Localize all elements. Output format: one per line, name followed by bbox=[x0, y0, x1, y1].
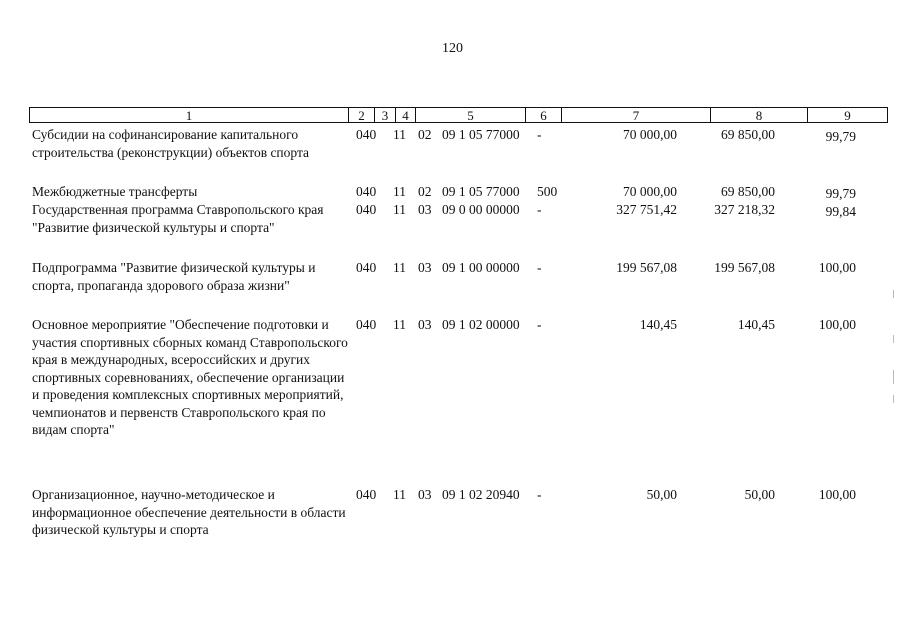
row-col6: - bbox=[537, 127, 542, 142]
page-number: 120 bbox=[442, 41, 463, 56]
row-col7: 199 567,08 bbox=[616, 260, 677, 275]
row-col9: 99,79 bbox=[825, 186, 856, 201]
scan-artifact bbox=[893, 290, 894, 298]
row-col4: 03 bbox=[418, 487, 432, 502]
row-col7: 50,00 bbox=[646, 487, 677, 502]
header-cell-9: 9 bbox=[807, 107, 888, 123]
row-col5: 09 1 05 77000 bbox=[442, 127, 520, 142]
row-col3: 11 bbox=[393, 202, 406, 217]
row-col5: 09 1 05 77000 bbox=[442, 184, 520, 199]
row-description: Субсидии на софинансирование капитального строительства (реконструкции) объектов спорта bbox=[32, 127, 310, 160]
header-cell-6: 6 bbox=[525, 107, 562, 123]
row-col3: 11 bbox=[393, 487, 406, 502]
row-col3: 11 bbox=[393, 317, 406, 332]
row-col4: 03 bbox=[418, 202, 432, 217]
row-col8: 50,00 bbox=[744, 487, 775, 502]
row-col5: 09 1 02 20940 bbox=[442, 487, 520, 502]
row-col6: - bbox=[537, 487, 542, 502]
row-description: Основное мероприятие "Обеспечение подготовки и участия спортивных сборных команд Ставропольского края в международных, всероссийских и других спортивных соревнованиях, обеспечение организации и проведения комплексных спортивных мероприятий, чемпионатов и первенств Ставропольского края по видам спорта" bbox=[32, 317, 348, 437]
row-description: Организационное, научно-методическое и информационное обеспечение деятельности в области физической культуры и спорта bbox=[32, 487, 346, 537]
row-col7: 70 000,00 bbox=[623, 127, 677, 142]
scan-artifact bbox=[893, 335, 894, 343]
row-col8: 69 850,00 bbox=[721, 127, 775, 142]
row-col9: 100,00 bbox=[818, 260, 856, 275]
row-col2: 040 bbox=[356, 127, 377, 142]
scan-artifact bbox=[893, 395, 894, 403]
header-cell-5: 5 bbox=[415, 107, 526, 123]
row-col5: 09 1 02 00000 bbox=[442, 317, 520, 332]
row-col9: 99,79 bbox=[825, 129, 856, 144]
row-col4: 03 bbox=[418, 317, 432, 332]
row-col5: 09 1 00 00000 bbox=[442, 260, 520, 275]
row-col8: 69 850,00 bbox=[721, 184, 775, 199]
row-col6: - bbox=[537, 202, 542, 217]
row-col2: 040 bbox=[356, 487, 377, 502]
header-cell-4: 4 bbox=[395, 107, 416, 123]
row-col9: 99,84 bbox=[825, 204, 856, 219]
scan-artifact bbox=[893, 370, 894, 384]
row-col6: - bbox=[537, 317, 542, 332]
row-col7: 70 000,00 bbox=[623, 184, 677, 199]
header-cell-2: 2 bbox=[348, 107, 375, 123]
row-col7: 327 751,42 bbox=[616, 202, 677, 217]
row-col8: 327 218,32 bbox=[714, 202, 775, 217]
row-col9: 100,00 bbox=[818, 487, 856, 502]
row-col6: - bbox=[537, 260, 542, 275]
header-cell-8: 8 bbox=[710, 107, 808, 123]
row-col9: 100,00 bbox=[818, 317, 856, 332]
row-col7: 140,45 bbox=[639, 317, 677, 332]
row-col2: 040 bbox=[356, 184, 377, 199]
header-cell-3: 3 bbox=[374, 107, 396, 123]
row-col4: 02 bbox=[418, 184, 432, 199]
row-col8: 199 567,08 bbox=[714, 260, 775, 275]
header-cell-1: 1 bbox=[29, 107, 349, 123]
header-cell-7: 7 bbox=[561, 107, 711, 123]
row-col3: 11 bbox=[393, 260, 406, 275]
row-col4: 03 bbox=[418, 260, 432, 275]
row-description: Межбюджетные трансферты bbox=[32, 184, 198, 199]
row-col8: 140,45 bbox=[737, 317, 775, 332]
row-col5: 09 0 00 00000 bbox=[442, 202, 520, 217]
row-col2: 040 bbox=[356, 202, 377, 217]
row-col6: 500 bbox=[537, 184, 558, 199]
row-col3: 11 bbox=[393, 184, 406, 199]
row-col2: 040 bbox=[356, 260, 377, 275]
row-col3: 11 bbox=[393, 127, 406, 142]
row-col4: 02 bbox=[418, 127, 432, 142]
row-description: Государственная программа Ставропольского края "Развитие физической культуры и спорта" bbox=[32, 202, 324, 235]
row-description: Подпрограмма "Развитие физической культуры и спорта, пропаганда здорового образа жизни" bbox=[32, 260, 316, 293]
row-col2: 040 bbox=[356, 317, 377, 332]
